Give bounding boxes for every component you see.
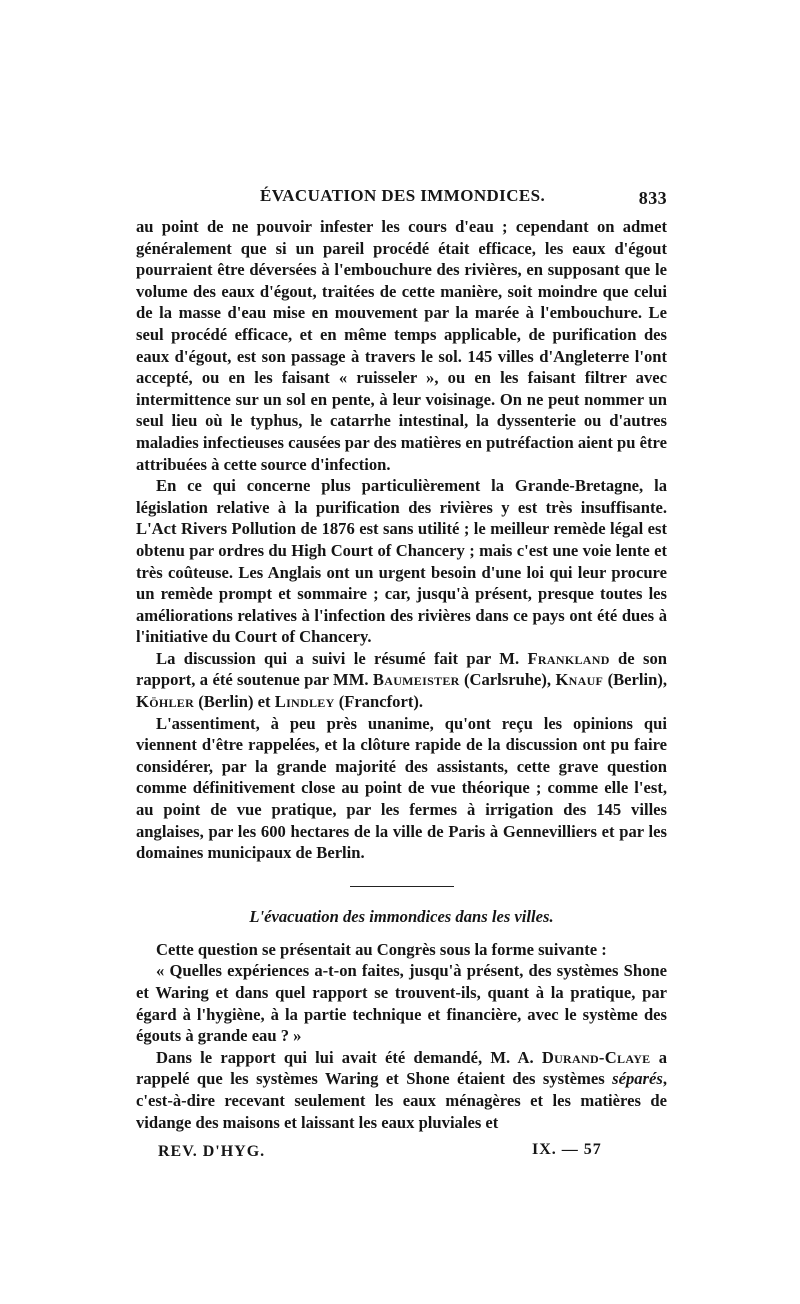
paragraph-report (136, 1047, 667, 1133)
name-knauf: Knauf (555, 670, 604, 690)
discussion-end: (Francfort). (338, 692, 424, 712)
paragraph-continued: au point de ne pouvoir infester les cours d'eau ; cependant on admet généralement que si un pareil procédé était efficace, les eaux d'égout pourraient être déversées à l'embouchure des rivières, en supposant que le volume des eaux d'égout, traitées de cette manière, soit moindre que celui de la masse d'eau mise en mouvement par la marée à l'embouchure. Le seul procédé efficace, et en même temps applicable, de purification des eaux d'égout, est son passage à travers le sol. 145 villes d'Angleterre l'ont accepté, ou en les faisant « ruisseler », ou en les faisant filtrer avec intermittence sur un sol en pente, à leur voisinage. On ne peut nommer un seul lieu où le typhus, le catarrhe intestinal, la dyssenterie ou d'autres maladies infectieuses causées par des matières en putréfaction aient pu être attribuées à cette source d'infection. (136, 217, 667, 474)
name-durand-claye: Durand-Claye (541, 1047, 651, 1067)
paragraph-assent: L'assentiment, à peu près unanime, qu'ont reçu les opinions qui viennent d'être rappelées, et la clôture rapide de la discussion ont pu faire considérer, par la grande majorité des assistants, cette grave question comme définitivement close au point de vue théorique ; comme elle l'est, au point de vue pratique, par les fermes à irrigation des 145 villes anglaises, par les 600 hectares de la ville de Paris à Gennevilliers et par les domaines municipaux de Berlin. (136, 713, 667, 863)
paragraph-question-intro: Cette question se présentait au Congrès sous la forme suivante : (156, 939, 607, 959)
name-frankland: Frankland (527, 648, 610, 668)
report-mid: a rappelé que les systèmes Waring et Shone étaient des systèmes (136, 1047, 667, 1089)
name-kohler: Köhler (136, 692, 195, 712)
signature-mark: IX. — 57 (532, 1141, 602, 1159)
page-footer (136, 1143, 667, 1169)
discussion-mid-2: (Carlsruhe), (463, 670, 552, 690)
discussion-intro: La discussion qui a suivi le résumé fait par M. (156, 648, 520, 668)
section-title: L'évacuation des immondices dans les villes. (249, 906, 554, 926)
discussion-mid-4: (Berlin) et (198, 692, 271, 712)
paragraph-great-britain: En ce qui concerne plus particulièrement la Grande-Bretagne, la législation relative à la purification des rivières y est très insuffisante. L'Act Rivers Pollution de 1876 est sans utilité ; le meilleur remède légal est obtenu par ordres du High Court of Chancery ; mais c'est une voie lente et très coûteuse. Les Anglais ont un urgent besoin d'une loi qui leur procure un remède prompt et sommaire ; car, jusqu'à présent, presque toutes les améliorations relatives à l'infection des rivières dans ce pays ont été dues à l'initiative du Court of Chancery. (136, 476, 667, 647)
paragraph-question: « Quelles expériences a-t-on faites, jusqu'à présent, des systèmes Shone et Waring et dans quel rapport se trouvent-ils, quant à la pratique, par égard à l'hygiène, à la partie technique et financière, avec le système des égouts à grande eau ? » (136, 961, 667, 1046)
running-title: ÉVACUATION DES IMMONDICES. (260, 186, 546, 205)
report-end: , c'est-à-dire recevant seulement les eaux ménagères et les matières de vidange des maisons et laissant les eaux pluviales et (136, 1069, 667, 1132)
section-divider (350, 886, 454, 887)
journal-abbreviation: REV. D'HYG. (158, 1143, 266, 1161)
paragraph-discussion (136, 648, 667, 713)
discussion-mid-3: (Berlin), (607, 670, 668, 690)
book-page (136, 186, 667, 1169)
running-head (136, 186, 667, 216)
discussion-mid-1: de son rapport, a été soutenue par MM. (136, 648, 667, 690)
page-number: 833 (638, 188, 667, 208)
report-intro: Dans le rapport qui lui avait été demandé, M. A. (156, 1047, 534, 1067)
name-baumeister: Baumeister (372, 670, 460, 690)
name-lindley: Lindley (274, 692, 335, 712)
term-separes: séparés (612, 1069, 663, 1089)
